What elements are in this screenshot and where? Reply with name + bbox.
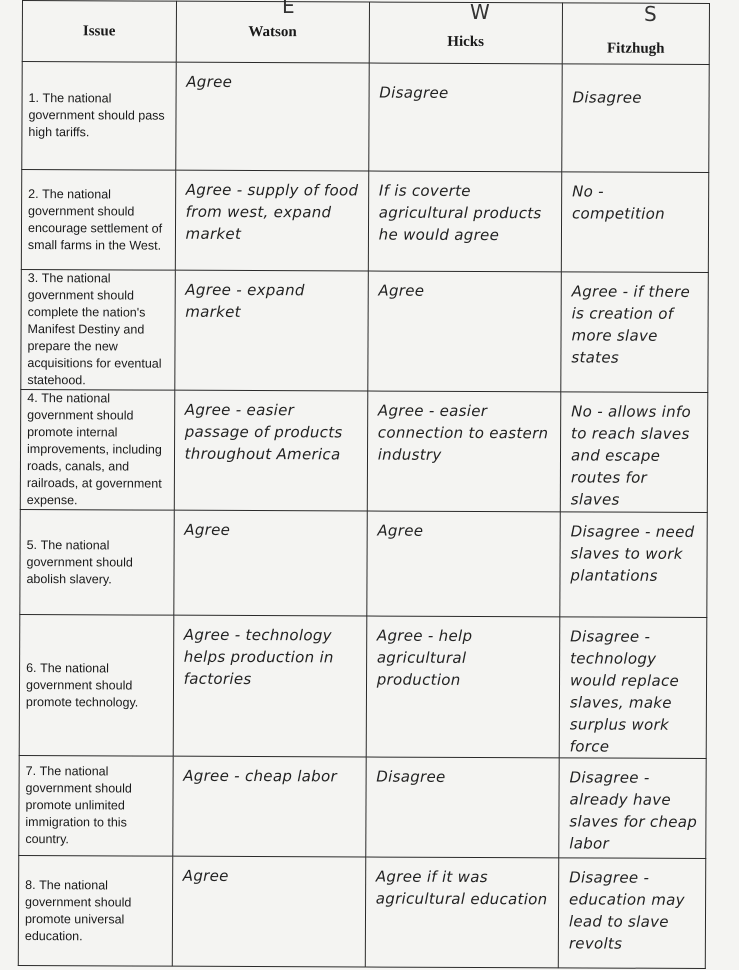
positions-table: [18, 0, 710, 969]
issue-number: 1.: [28, 91, 40, 106]
fitzhugh-answer[interactable]: Disagree - technology would replace slaves, make surplus work force: [559, 617, 707, 759]
issue-text: The national government should promote technology.: [25, 660, 139, 710]
hicks-answer[interactable]: Agree - easier connection to eastern industry: [367, 391, 561, 512]
hicks-answer[interactable]: Agree: [367, 511, 561, 617]
issue-number: 2.: [28, 186, 39, 201]
hicks-answer[interactable]: Agree - help agricultural production: [366, 616, 560, 758]
watson-answer[interactable]: Agree - easier passage of products throughout America: [174, 390, 368, 511]
table-row: [22, 62, 709, 173]
header-hicks: Hicks: [369, 2, 563, 64]
top-mark-s: S: [644, 2, 657, 26]
issue-cell: [21, 170, 175, 271]
issue-text: The national government should promote unlimited immigration to this country.: [25, 764, 132, 847]
watson-answer[interactable]: Agree: [175, 62, 369, 171]
issue-number: 3.: [27, 271, 39, 286]
fitzhugh-answer[interactable]: No - competition: [561, 172, 708, 273]
fitzhugh-answer[interactable]: Disagree - need slaves to work plantations: [560, 512, 708, 618]
fitzhugh-answer[interactable]: Disagree - education may lead to slave revolts: [558, 858, 706, 969]
hicks-answer[interactable]: Disagree: [365, 757, 559, 858]
issue-cell: [22, 62, 176, 171]
hicks-answer[interactable]: Agree if it was agricultural education: [365, 857, 559, 968]
issue-text: The national government should promote internal improvements, including roads, canals, and railroads, at government expense.: [26, 391, 162, 508]
issue-number: 7.: [25, 764, 37, 779]
fitzhugh-answer[interactable]: Disagree: [562, 64, 710, 173]
hicks-answer[interactable]: Agree: [368, 271, 562, 392]
issue-text: The national government should encourage settlement of small farms in the West.: [27, 186, 163, 253]
issue-text: The national government should abolish slavery.: [26, 537, 133, 586]
header-watson: Watson: [176, 1, 369, 63]
issue-text: The national government should complete the nation's Manifest Destiny and prepare the new acquisitions for eventual statehood.: [27, 271, 162, 388]
issue-cell: [20, 389, 174, 510]
table-row: [18, 855, 705, 968]
hicks-answer[interactable]: Disagree: [368, 63, 562, 172]
header-fitzhugh: Fitzhugh: [562, 3, 709, 65]
table-row: [21, 170, 708, 273]
issue-cell: [19, 614, 173, 756]
issue-text: The national government should pass high tariffs.: [28, 91, 165, 140]
watson-answer[interactable]: Agree - cheap labor: [172, 756, 366, 857]
header-issue: Issue: [22, 1, 176, 63]
issue-cell: [20, 509, 174, 615]
watson-answer[interactable]: Agree: [173, 510, 367, 616]
table-row: [20, 389, 708, 512]
watson-answer[interactable]: Agree - technology helps production in factories: [173, 615, 367, 757]
fitzhugh-answer[interactable]: No - allows info to reach slaves and escape routes for slaves: [560, 392, 708, 513]
issue-number: 4.: [27, 391, 38, 406]
table-row: [19, 755, 706, 858]
fitzhugh-answer[interactable]: Agree - if there is creation of more slave states: [561, 272, 709, 393]
watson-answer[interactable]: Agree: [172, 856, 366, 967]
table-row: [20, 509, 707, 617]
issue-number: 5.: [26, 537, 38, 552]
fitzhugh-answer[interactable]: Disagree - already have slaves for cheap labor: [559, 758, 706, 859]
hicks-answer[interactable]: If is coverte agricultural products he would agree: [368, 171, 562, 272]
issue-cell: [19, 755, 173, 856]
table-row: [19, 614, 707, 758]
table-row: [21, 269, 709, 392]
issue-number: 6.: [26, 660, 37, 675]
top-mark-e: E: [282, 0, 295, 18]
watson-answer[interactable]: Agree - expand market: [174, 270, 368, 391]
issue-text: The national government should promote universal education.: [24, 877, 132, 943]
header-row: [22, 1, 709, 65]
issue-cell: [18, 855, 172, 966]
top-mark-w: W: [470, 0, 490, 24]
issue-number: 8.: [25, 877, 36, 892]
watson-answer[interactable]: Agree - supply of food from west, expand market: [175, 170, 369, 271]
issue-cell: [21, 269, 175, 390]
